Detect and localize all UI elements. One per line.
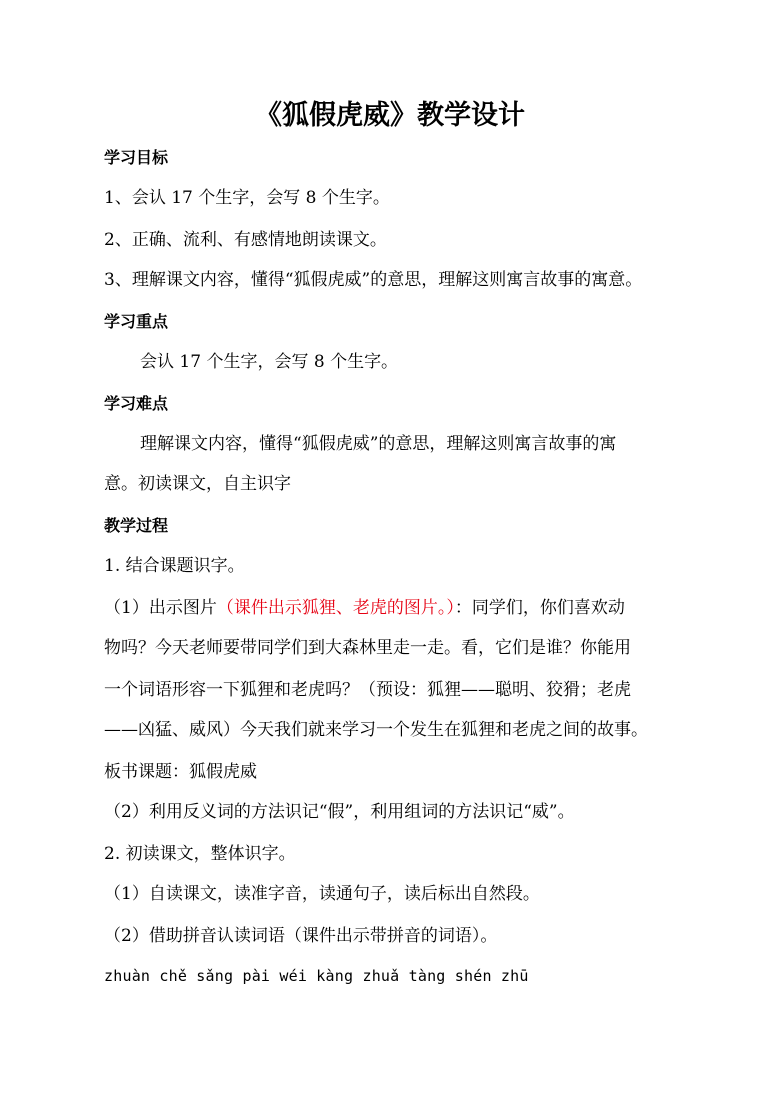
difficulties-heading: 学习难点 bbox=[104, 394, 169, 413]
process-step-1: 1. 结合课题识字。 bbox=[104, 556, 245, 576]
process-step-1-1-line2: 物吗？今天老师要带同学们到大森林里走一走。看，它们是谁？你能用 bbox=[104, 638, 631, 658]
process-step-2-2: （2）借助拼音认读词语（课件出示带拼音的词语）。 bbox=[104, 926, 498, 946]
process-step-1-2: （2）利用反义词的方法识记“假”，利用组词的方法识记“威”。 bbox=[104, 802, 575, 822]
objective-item-2: 2、正确、流利、有感情地朗读课文。 bbox=[104, 230, 387, 250]
key-points-text: 会认 17 个生字，会写 8 个生字。 bbox=[140, 352, 399, 372]
process-step-2-1: （1）自读课文，读准字音，读通句子，读后标出自然段。 bbox=[104, 884, 540, 904]
step-1-1-suffix: ：同学们，你们喜欢动 bbox=[454, 598, 625, 618]
objective-item-3: 3、理解课文内容，懂得“狐假虎威”的意思，理解这则寓言故事的寓意。 bbox=[104, 270, 643, 290]
pinyin-line: zhuàn chě sǎng pài wéi kàng zhuǎ tàng shén zhū bbox=[104, 967, 529, 985]
board-title: 板书课题：狐假虎威 bbox=[104, 762, 257, 782]
process-step-1-1-line4: ——凶猛、威风）今天我们就来学习一个发生在狐狸和老虎之间的故事。 bbox=[104, 720, 648, 740]
objectives-heading: 学习目标 bbox=[104, 148, 169, 167]
process-step-1-1 bbox=[104, 596, 625, 620]
key-points-heading: 学习重点 bbox=[104, 312, 169, 331]
process-step-1-1-line3: 一个词语形容一下狐狸和老虎吗？（预设：狐狸——聪明、狡猾；老虎 bbox=[104, 680, 631, 700]
courseware-note: （课件出示狐狸、老虎的图片。） bbox=[216, 598, 455, 618]
process-heading: 教学过程 bbox=[104, 516, 169, 535]
process-step-2: 2. 初读课文，整体识字。 bbox=[104, 844, 296, 864]
difficulties-text-line2: 意。初读课文，自主识字 bbox=[104, 474, 291, 494]
objective-item-1: 1、会认 17 个生字，会写 8 个生字。 bbox=[104, 188, 390, 208]
difficulties-text-line1: 理解课文内容，懂得“狐假虎威”的意思，理解这则寓言故事的寓 bbox=[140, 434, 617, 454]
document-title: 《狐假虎威》教学设计 bbox=[255, 100, 525, 131]
step-1-1-prefix: （1）出示图片 bbox=[104, 598, 217, 618]
